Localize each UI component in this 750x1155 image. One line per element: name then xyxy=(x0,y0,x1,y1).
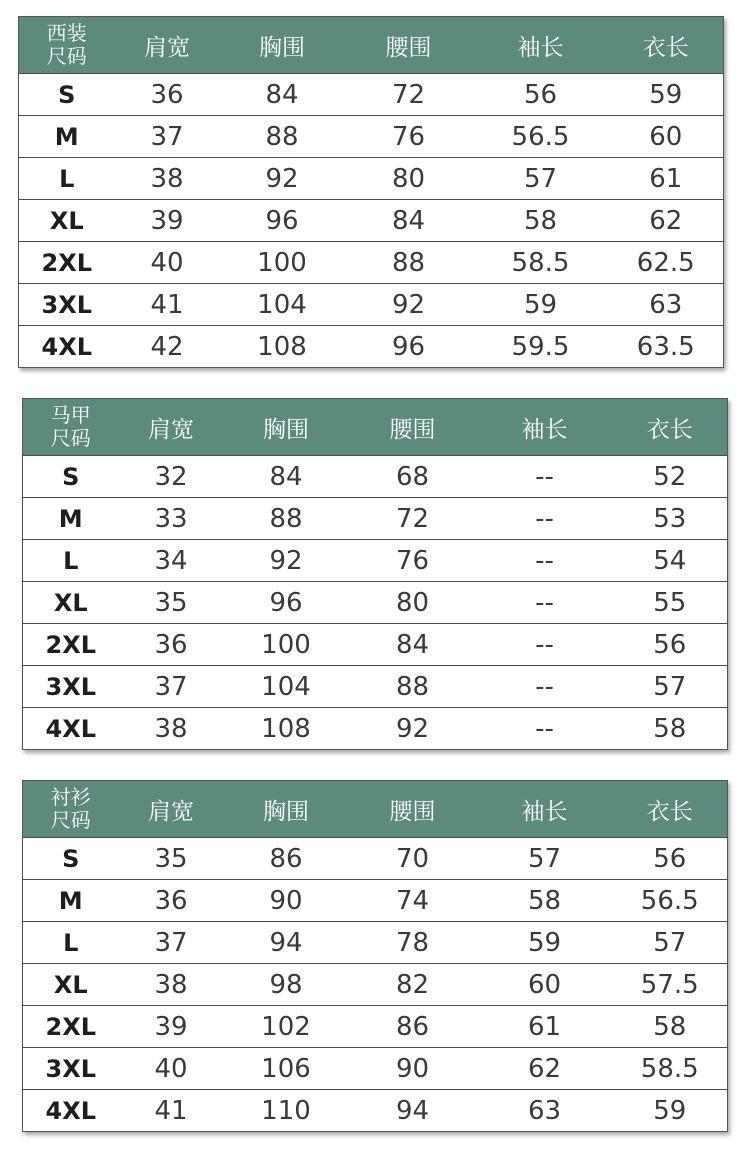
garment-label: 马甲 xyxy=(50,403,91,427)
measurement-cell: 102 xyxy=(224,1006,349,1048)
measurement-cell: 104 xyxy=(224,666,349,708)
column-header: 肩宽 xyxy=(119,781,224,838)
measurement-cell: 84 xyxy=(345,200,473,242)
measurement-cell: 90 xyxy=(224,880,349,922)
size-cell: 2XL xyxy=(23,624,119,666)
table-row xyxy=(19,116,724,158)
measurement-cell: 59 xyxy=(609,74,724,116)
table-row xyxy=(19,326,724,368)
measurement-cell: 82 xyxy=(349,964,477,1006)
measurement-cell: 72 xyxy=(345,74,473,116)
measurement-cell: 94 xyxy=(349,1090,477,1132)
size-cell: L xyxy=(19,158,115,200)
measurement-cell: 56 xyxy=(613,624,728,666)
measurement-cell: -- xyxy=(477,582,613,624)
measurement-cell: 39 xyxy=(115,200,220,242)
corner-header xyxy=(23,781,119,838)
measurement-cell: 68 xyxy=(349,456,477,498)
measurement-cell: 57.5 xyxy=(613,964,728,1006)
header-row xyxy=(19,17,724,74)
measurement-cell: 37 xyxy=(119,666,224,708)
measurement-cell: 56 xyxy=(473,74,609,116)
size-cell: S xyxy=(23,456,119,498)
measurement-cell: 104 xyxy=(220,284,345,326)
table-row xyxy=(23,624,728,666)
measurement-cell: 60 xyxy=(609,116,724,158)
suit-size-table xyxy=(18,16,724,368)
size-cell: 3XL xyxy=(23,1048,119,1090)
measurement-cell: 41 xyxy=(119,1090,224,1132)
table-row xyxy=(23,838,728,880)
table-row xyxy=(19,284,724,326)
measurement-cell: -- xyxy=(477,666,613,708)
table-row xyxy=(23,456,728,498)
measurement-cell: 96 xyxy=(345,326,473,368)
size-cell: L xyxy=(23,540,119,582)
table-row xyxy=(23,1006,728,1048)
column-header: 衣长 xyxy=(613,781,728,838)
measurement-cell: 108 xyxy=(220,326,345,368)
measurement-cell: 36 xyxy=(115,74,220,116)
measurement-cell: 100 xyxy=(220,242,345,284)
measurement-cell: 59 xyxy=(477,922,613,964)
measurement-cell: 110 xyxy=(224,1090,349,1132)
measurement-cell: 33 xyxy=(119,498,224,540)
measurement-cell: 54 xyxy=(613,540,728,582)
measurement-cell: 36 xyxy=(119,880,224,922)
measurement-cell: 98 xyxy=(224,964,349,1006)
column-header: 胸围 xyxy=(224,399,349,456)
measurement-cell: 72 xyxy=(349,498,477,540)
measurement-cell: 38 xyxy=(115,158,220,200)
measurement-cell: 96 xyxy=(220,200,345,242)
column-header: 腰围 xyxy=(349,781,477,838)
table-row xyxy=(23,1048,728,1090)
measurement-cell: 62 xyxy=(477,1048,613,1090)
garment-label: 衬衫 xyxy=(50,785,91,809)
table-row xyxy=(19,74,724,116)
measurement-cell: 92 xyxy=(220,158,345,200)
size-cell: 3XL xyxy=(19,284,115,326)
measurement-cell: 61 xyxy=(609,158,724,200)
measurement-cell: 52 xyxy=(613,456,728,498)
size-label: 尺码 xyxy=(50,426,91,450)
measurement-cell: 76 xyxy=(345,116,473,158)
measurement-cell: 92 xyxy=(345,284,473,326)
measurement-cell: 96 xyxy=(224,582,349,624)
measurement-cell: 80 xyxy=(345,158,473,200)
measurement-cell: 90 xyxy=(349,1048,477,1090)
measurement-cell: 55 xyxy=(613,582,728,624)
size-cell: 4XL xyxy=(19,326,115,368)
table-row xyxy=(23,708,728,750)
table-row xyxy=(19,158,724,200)
header-row xyxy=(23,781,728,838)
column-header: 袖长 xyxy=(477,781,613,838)
measurement-cell: 56 xyxy=(613,838,728,880)
table-row xyxy=(23,1090,728,1132)
measurement-cell: 38 xyxy=(119,708,224,750)
header-row xyxy=(23,399,728,456)
table-row xyxy=(23,498,728,540)
measurement-cell: 57 xyxy=(473,158,609,200)
measurement-cell: 106 xyxy=(224,1048,349,1090)
measurement-cell: 59.5 xyxy=(473,326,609,368)
measurement-cell: 56.5 xyxy=(473,116,609,158)
size-cell: M xyxy=(23,498,119,540)
measurement-cell: 60 xyxy=(477,964,613,1006)
corner-header xyxy=(23,399,119,456)
measurement-cell: 63 xyxy=(609,284,724,326)
size-cell: S xyxy=(19,74,115,116)
measurement-cell: 57 xyxy=(613,922,728,964)
column-header: 胸围 xyxy=(220,17,345,74)
measurement-cell: 40 xyxy=(119,1048,224,1090)
measurement-cell: 88 xyxy=(224,498,349,540)
table-row xyxy=(19,200,724,242)
measurement-cell: 58 xyxy=(613,708,728,750)
measurement-cell: 88 xyxy=(220,116,345,158)
measurement-cell: 56.5 xyxy=(613,880,728,922)
measurement-cell: 84 xyxy=(224,456,349,498)
size-cell: XL xyxy=(23,582,119,624)
size-cell: 2XL xyxy=(23,1006,119,1048)
column-header: 袖长 xyxy=(477,399,613,456)
measurement-cell: -- xyxy=(477,456,613,498)
column-header: 肩宽 xyxy=(119,399,224,456)
table-row xyxy=(23,964,728,1006)
corner-header xyxy=(19,17,115,74)
measurement-cell: 74 xyxy=(349,880,477,922)
measurement-cell: 58.5 xyxy=(473,242,609,284)
measurement-cell: -- xyxy=(477,624,613,666)
measurement-cell: 35 xyxy=(119,838,224,880)
measurement-cell: 76 xyxy=(349,540,477,582)
measurement-cell: 61 xyxy=(477,1006,613,1048)
measurement-cell: 70 xyxy=(349,838,477,880)
measurement-cell: -- xyxy=(477,540,613,582)
table-row xyxy=(23,582,728,624)
measurement-cell: 86 xyxy=(224,838,349,880)
size-cell: M xyxy=(23,880,119,922)
measurement-cell: 59 xyxy=(613,1090,728,1132)
measurement-cell: 84 xyxy=(220,74,345,116)
size-label: 尺码 xyxy=(50,808,91,832)
column-header: 胸围 xyxy=(224,781,349,838)
measurement-cell: 58.5 xyxy=(613,1048,728,1090)
measurement-cell: 36 xyxy=(119,624,224,666)
measurement-cell: 100 xyxy=(224,624,349,666)
measurement-cell: 37 xyxy=(115,116,220,158)
size-cell: XL xyxy=(19,200,115,242)
measurement-cell: 58 xyxy=(477,880,613,922)
size-cell: S xyxy=(23,838,119,880)
garment-label: 西装 xyxy=(46,21,87,45)
measurement-cell: 84 xyxy=(349,624,477,666)
size-cell: 2XL xyxy=(19,242,115,284)
table-row xyxy=(19,242,724,284)
measurement-cell: 37 xyxy=(119,922,224,964)
measurement-cell: 39 xyxy=(119,1006,224,1048)
measurement-cell: 57 xyxy=(613,666,728,708)
size-label: 尺码 xyxy=(46,44,87,68)
column-header: 腰围 xyxy=(345,17,473,74)
size-cell: 3XL xyxy=(23,666,119,708)
table-row xyxy=(23,666,728,708)
measurement-cell: 41 xyxy=(115,284,220,326)
measurement-cell: 63 xyxy=(477,1090,613,1132)
measurement-cell: 59 xyxy=(473,284,609,326)
measurement-cell: 57 xyxy=(477,838,613,880)
column-header: 肩宽 xyxy=(115,17,220,74)
column-header: 腰围 xyxy=(349,399,477,456)
shirt-size-table xyxy=(22,780,728,1132)
table-row xyxy=(23,540,728,582)
measurement-cell: 38 xyxy=(119,964,224,1006)
measurement-cell: 62.5 xyxy=(609,242,724,284)
table-row xyxy=(23,922,728,964)
measurement-cell: 58 xyxy=(473,200,609,242)
measurement-cell: 62 xyxy=(609,200,724,242)
measurement-cell: 86 xyxy=(349,1006,477,1048)
size-cell: 4XL xyxy=(23,708,119,750)
measurement-cell: 32 xyxy=(119,456,224,498)
measurement-cell: 94 xyxy=(224,922,349,964)
size-cell: XL xyxy=(23,964,119,1006)
measurement-cell: 63.5 xyxy=(609,326,724,368)
measurement-cell: 88 xyxy=(349,666,477,708)
measurement-cell: 108 xyxy=(224,708,349,750)
column-header: 衣长 xyxy=(609,17,724,74)
measurement-cell: 42 xyxy=(115,326,220,368)
measurement-cell: 35 xyxy=(119,582,224,624)
measurement-cell: 58 xyxy=(613,1006,728,1048)
measurement-cell: -- xyxy=(477,498,613,540)
size-cell: 4XL xyxy=(23,1090,119,1132)
measurement-cell: 92 xyxy=(349,708,477,750)
measurement-cell: 78 xyxy=(349,922,477,964)
size-cell: M xyxy=(19,116,115,158)
table-row xyxy=(23,880,728,922)
column-header: 衣长 xyxy=(613,399,728,456)
measurement-cell: -- xyxy=(477,708,613,750)
measurement-cell: 34 xyxy=(119,540,224,582)
measurement-cell: 80 xyxy=(349,582,477,624)
measurement-cell: 53 xyxy=(613,498,728,540)
size-cell: L xyxy=(23,922,119,964)
measurement-cell: 92 xyxy=(224,540,349,582)
column-header: 袖长 xyxy=(473,17,609,74)
measurement-cell: 88 xyxy=(345,242,473,284)
measurement-cell: 40 xyxy=(115,242,220,284)
vest-size-table xyxy=(22,398,728,750)
